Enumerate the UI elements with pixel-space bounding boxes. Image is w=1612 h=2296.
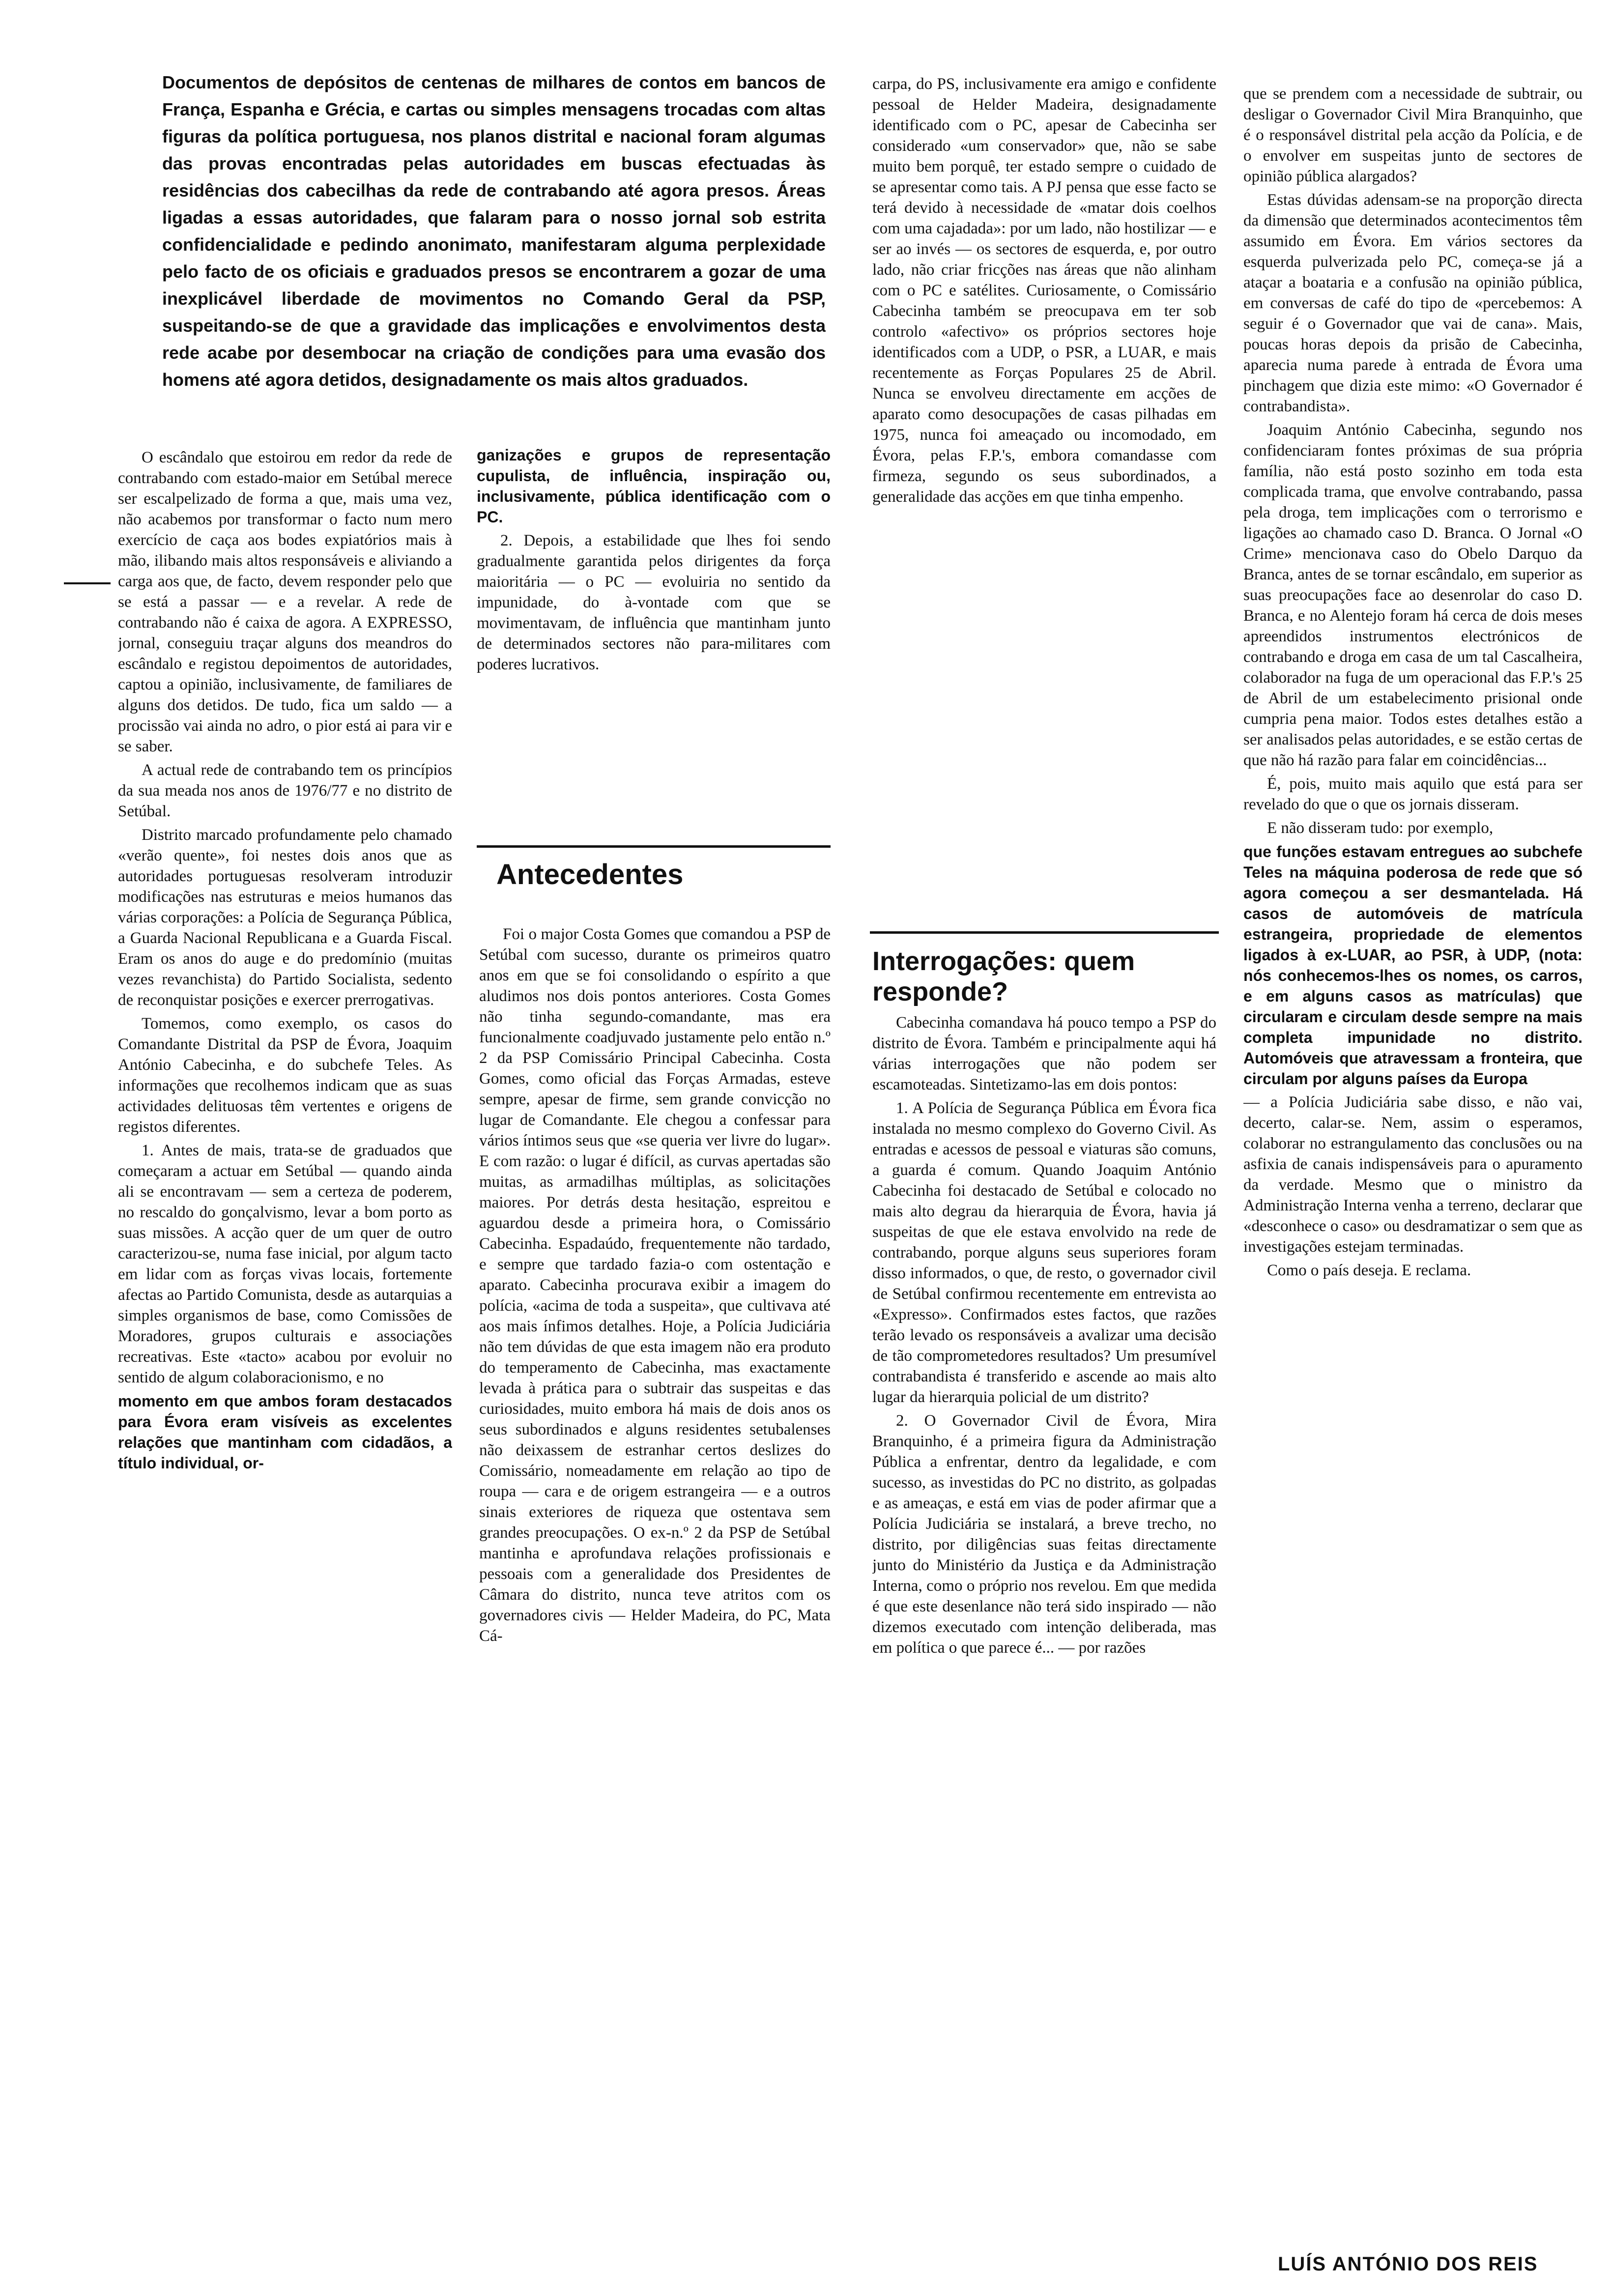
paragraph: Joaquim António Cabecinha, segundo nos confidenciaram fontes próximas de sua própria família, não está posto sozinho em toda esta complicada trama, que envolve contrabando, passa pela droga, tem implicações com o terrorismo e ligações ao chamado caso D. Branca. O Jornal «O Crime» mencionava caso do Obelo Darquo da Branca, antes de se tornar escândalo, em superior as suas preocupações face ao desenrolar do caso D. Branca, e no Alentejo foram há cerca de dois meses apreendidos instrumentos electrónicos de contrabando e droga em casa de um tal Cascalheira, colaborador na fuga de um operacional das F.P.'s 25 de Abril de um estabelecimento prisional onde cumpria pena maior. Todos estes detalhes estão a ser analisados pelas autoridades, e se estão certas de que não há razão para falar em coincidências... <box>1243 421 1583 769</box>
margin-mark <box>64 582 111 584</box>
column-2-top <box>477 445 831 828</box>
paragraph: Foi o major Costa Gomes que comandou a PSP de Setúbal com sucesso, durante os primeiros quatro anos em que se foi consolidando o espírito a que aludimos nos dois pontos anteriores. Costa Gomes não tinha segundo-comandante, mas era funcionalmente coadjuvado justamente pelo então n.º 2 da PSP Comissário Principal Cabecinha. Costa Gomes, como oficial das Forças Armadas, esteve sempre, apesar de firme, sem grande convicção no lugar de Comandante. Ele chegou a confessar para vários íntimos seus que «se queria ver livre do lugar». E com razão: o lugar é difícil, as curvas apertadas são muitas, as armadilhas múltiplas, as solicitações maiores. Por detrás desta hesitação, espreitou e aguardou desde a primeira hora, o Comissário Cabecinha. Espadaúdo, frequentemente não tardado, e sempre que tardado fazia-o com ostentação e aparato. Cabecinha procurava exibir a imagem do polícia, «acima de toda a suspeita», que cultivava até aos mais ínfimos detalhes. Hoje, a Polícia Judiciária não tem dúvidas de que esta imagem não era produto do temperamento de Cabecinha, mas exactamente levada à prática para o subtrair das suspeitas e das curiosidades, muito embora há mais de dois anos os seus subordinados e alguns residentes setubalenses não deixassem de estranhar certos deslizes do Comissário, nomeadamente em relação ao tipo de roupa — cara e de origem estrangeira — e a outros sinais exteriores de riqueza que ostentava sem grandes preocupações. O ex-n.º 2 da PSP de Setúbal mantinha e aprofundava relações profissionais e pessoais com a generalidade dos Presidentes de Câmara do distrito, nunca teve atritos com os governadores civis — Helder Madeira, do PC, Mata Cá- <box>479 925 831 1645</box>
column-3-top <box>872 74 1216 909</box>
column-4 <box>1243 84 1583 2167</box>
paragraph: Como o país deseja. E reclama. <box>1267 1262 1471 1279</box>
paragraph: 1. A Polícia de Segurança Pública em Évora fica instalada no mesmo complexo do Governo Civil. As entradas e acessos de pessoal e viaturas são comuns, a guarda é comum. Quando Joaquim António Cabecinha foi destacado de Setúbal e colocado no mais alto degrau da hierarquia de Évora, havia já suspeitas de que ele estava envolvido na rede de contrabando, porque alguns seus superiores foram disso informados, o que, de resto, o governador civil de Setúbal confirmou recentemente em entrevista ao «Expresso». Confirmados estes factos, que razões terão levado os responsáveis a avalizar uma decisão de tão comprometedores resultados? Um presumível contrabandista é transferido e ascende ao mais alto lugar da hierarquia policial de um distrito? <box>872 1099 1216 1406</box>
paragraph: E não disseram tudo: por exemplo, <box>1267 819 1494 837</box>
paragraph: Distrito marcado profundamente pelo chamado «verão quente», foi nestes dois anos que as autoridades portuguesas resolveram introduzir modificações nas estruturas e meios humanos das várias corporações: a Polícia de Segurança Pública, a Guarda Nacional Republicana e a Guarda Fiscal. Eram os anos do auge e do predomínio (muitas vezes revanchista) do Partido Socialista, sedento de reconquistar posições e exercer prerrogativas. <box>118 826 452 1009</box>
paragraph: Cabecinha comandava há pouco tempo a PSP do distrito de Évora. Também e principalmente aqui há várias interrogações que não podem ser escamoteadas. Sintetizamo-las em dois pontos: <box>872 1014 1216 1093</box>
paragraph: Estas dúvidas adensam-se na proporção directa da dimensão que determinados acontecimentos têm assumido em Évora. Em vários sectores da esquerda pulverizada pelo PC, começa-se já a ataçar a boataria e a confusão na opinião pública, em conversas de café do tipo de «percebemos: A seguir é o Governador que vai de cana». Mais, poucas horas depois da prisão de Cabecinha, aparecia numa parede à entrada de Évora uma pinchagem que dizia este mimo: «O Governador é contrabandista». <box>1243 191 1583 415</box>
paragraph: carpa, do PS, inclusivamente era amigo e confidente pessoal de Helder Madeira, designadamente identificado com o PC, apesar de Cabecinha ser considerado «um conservador» que, não se sabe muito bem porquê, ter estado sempre o cuidado de se apresentar como tais. A PJ pensa que esse facto se terá devido à necessidade de «matar dois coelhos com uma cajadada»: por um lado, não hostilizar — e ser ao invés — os sectores de esquerda, e, por outro lado, não criar fricções nas áreas que não alinham com o PC e satélites. Curiosamente, o Comissário Cabecinha também se preocupava em ter sob controlo «afectivo» os próprios sectores hoje identificados com a UDP, o PSR, a LUAR, e mais recentemente as Forças Populares 25 de Abril. Nunca se envolveu directamente em acções de aparato como desocupações de casas pilhadas em 1975, nunca foi ameaçado ou incomodado, em Évora, pelas F.P.'s, embora comandasse com firmeza, segundo os seus subordinados, a generalidade das acções em que tinha empenho. <box>872 75 1216 506</box>
bold-passage: momento em que ambos foram destacados para Évora eram visíveis as excelentes relações que mantinham com cidadãos, a título individual, or- <box>118 1392 452 1472</box>
paragraph: 2. O Governador Civil de Évora, Mira Branquinho, é a primeira figura da Administração Pública a enfrentar, dentro da legalidade, e com sucesso, as investidas do PC no distrito, as golpadas e as ameaças, e está em vias de poder afirmar que a Polícia Judiciária se instalará, a breve trecho, no distrito, por diligências suas feitas directamente junto do Ministério da Justiça e da Administração Interna, como o próprio nos revelou. Em que medida é que este desenlance não terá sido inspirado — não dizemos executado com intenção deliberada, mas em política o que parece é... — por razões <box>872 1412 1216 1657</box>
paragraph: 1. Antes de mais, trata-se de graduados que começaram a actuar em Setúbal — quando ainda ali se encontravam — sem a certeza de poderem, no rescaldo do gonçalvismo, levar a bom porto as suas missões. A acção quer de um quer de outro caracterizou-se, numa fase inicial, por algum tacto em lidar com as forças vivas locais, fortemente afectas ao Partido Comunista, desde as autarquias a simples organismos de base, como Comissões de Moradores, grupos culturais e associações recreativas. Este «tacto» acabou por evoluir no sentido de algum colaboracionismo, e no <box>118 1142 452 1386</box>
paragraph: É, pois, muito mais aquilo que está para ser revelado do que o que os jornais disseram. <box>1243 775 1583 813</box>
paragraph: — a Polícia Judiciária sabe disso, e não vai, decerto, calar-se. Nem, assim o esperamos, colaborar no estrangulamento das conclusões ou na asfixia de canais indispensáveis para o apuramento da verdade. Mesmo que o ministro da Administração Interna venha a terreno, declarar que «desconhece o caso» ou desdramatizar o sem que as investigações estejam terminadas. <box>1243 1093 1583 1256</box>
article-intro: Documentos de depósitos de centenas de milhares de contos em bancos de França, Espanha e Grécia, e cartas ou simples mensagens trocadas com altas figuras da política portuguesa, nos planos distrital e nacional foram algumas das provas encontradas pelas autoridades em buscas efectuadas às residências dos cabecilhas da rede de contrabando até agora presos. Áreas ligadas a essas autoridades, que falaram para o nosso jornal sob estrita confidencialidade e pedindo anonimato, manifestaram alguma perplexidade pelo facto de os oficiais e graduados presos se encontrarem a gozar de uma inexplicável liberdade de movimentos no Comando Geral da PSP, suspeitando-se de que a gravidade das implicações e envolvimentos desta rede acabe por desembocar na criação de condições para uma evasão dos homens até agora detidos, designadamente os mais altos graduados. <box>162 72 826 390</box>
section-rule <box>870 931 1219 934</box>
paragraph: que se prendem com a necessidade de subtrair, ou desligar o Governador Civil Mira Branquinho, que é o responsável distrital pela acção da Polícia, e de o envolver em suspeitas junto de sectores de opinião pública alargados? <box>1243 85 1583 185</box>
subheading-antecedentes: Antecedentes <box>496 859 684 890</box>
subheading-interrogacoes: Interrogações: quem responde? <box>872 947 1135 1006</box>
column-2-bottom <box>479 924 831 2270</box>
author-byline: LUÍS ANTÓNIO DOS REIS <box>1278 2253 1538 2275</box>
paragraph: Tomemos, como exemplo, os casos do Comandante Distrital da PSP de Évora, Joaquim António Cabecinha, e do subchefe Teles. As informações que recolhemos indicam que as suas actividades delituosas têm vertentes e origens de registos diferentes. <box>118 1015 452 1136</box>
bold-passage: ganizações e grupos de representação cupulista, de influência, inspiração ou, inclusivamente, pública identificação com o PC. <box>477 446 831 526</box>
column-1 <box>118 447 452 2275</box>
section-rule <box>477 845 831 848</box>
bold-passage: que funções estavam entregues ao subchefe Teles na máquina poderosa de rede que só agora começou a ser desmantelada. Há casos de automóveis de matrícula estrangeira, propriedade de elementos ligados à ex-LUAR, ao PSR, à UDP, (nota: nós conhecemos-lhes os nomes, os carros, e em alguns casos as matrículas) que circularam e circulam desde sempre na mais completa impunidade no distrito. Automóveis que atravessam a fronteira, que circulam por alguns países da Europa <box>1243 843 1583 1088</box>
paragraph: 2. Depois, a estabilidade que lhes foi sendo gradualmente garantida pelos dirigentes da força maioritária — o PC — evoluiria no sentido da impunidade, do à-vontade com que se movimentavam, de influência que mantinham junto de determinados sectores não para-militares com poderes lucrativos. <box>477 532 831 673</box>
column-3-bottom <box>872 1012 1216 2270</box>
paragraph: A actual rede de contrabando tem os princípios da sua meada nos anos de 1976/77 e no distrito de Setúbal. <box>118 761 452 820</box>
paragraph: O escândalo que estoirou em redor da rede de contrabando com estado-maior em Setúbal merece ser escalpelizado de forma a que, mais uma vez, não acabemos por transformar o facto num mero exercício de caça aos bodes expiatórios mais à mão, ilibando mais altos responsáveis e aliviando a carga aos que, de facto, devem responder pelo que se está a passar — e a revelar. A rede de contrabando não é caixa de agora. A EXPRESSO, jornal, conseguiu traçar alguns dos meandros do escândalo e registou depoimentos de autoridades, captou a opinião, inclusivamente, de familiares de alguns dos detidos. De tudo, fica um saldo — a procissão vai ainda no adro, o pior está ai para vir e se saber. <box>118 449 452 755</box>
